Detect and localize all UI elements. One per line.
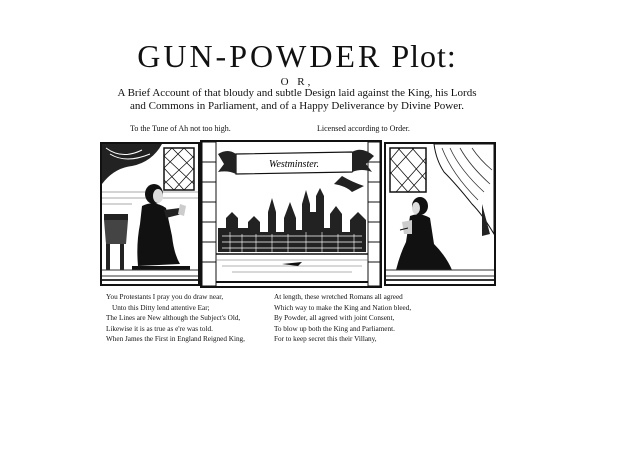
verse-line: By Powder, all agreed with joint Consent,: [274, 314, 395, 322]
banner-label: Westminster.: [269, 159, 319, 170]
westminster-illustration: [202, 142, 380, 286]
woodcut-kneeling-woman: [384, 142, 496, 286]
broadside-sheet: [92, 36, 502, 346]
subtitle: [92, 87, 502, 112]
kneeling-woman-illustration: [386, 144, 494, 284]
verse-line: For to keep secret this their Villany,: [274, 335, 377, 343]
verse-line: You Protestants I pray you do draw near,: [106, 293, 224, 301]
verse-column-right: [274, 292, 411, 345]
verse-line: Likewise it is as true as e're was told.: [106, 324, 213, 333]
license-line: Licensed according to Order.: [317, 124, 410, 133]
verse-line: The Lines are New although the Subject's Old,: [106, 314, 241, 322]
title-tail: Plot:: [391, 38, 457, 74]
title-main: GUN-POWDER: [137, 38, 383, 74]
verse-line: Which way to make the King and Nation bleed,: [274, 303, 412, 312]
verse-column-left: [106, 292, 245, 345]
verse-line: At length, these wretched Romans all agreed: [274, 293, 403, 301]
page-title: [92, 40, 502, 72]
subtitle-line: and Commons in Parliament, and of a Happy Deliverance by Divine Power.: [130, 99, 464, 112]
or-line: O R,: [280, 76, 314, 88]
woodcut-kneeling-man: [100, 142, 200, 286]
tune-line: To the Tune of Ah not too high.: [130, 124, 231, 133]
verse-line: To blow up both the King and Parliament.: [274, 324, 395, 333]
verse-line: When James the First in England Reigned King,: [106, 335, 245, 343]
verse-line: Unto this Ditty lend attentive Ear;: [112, 303, 210, 312]
subtitle-line: A Brief Account of that bloudy and subtle Design laid against the King, his Lords: [117, 87, 477, 99]
kneeling-man-illustration: [102, 144, 198, 284]
woodcut-westminster: [200, 140, 382, 288]
